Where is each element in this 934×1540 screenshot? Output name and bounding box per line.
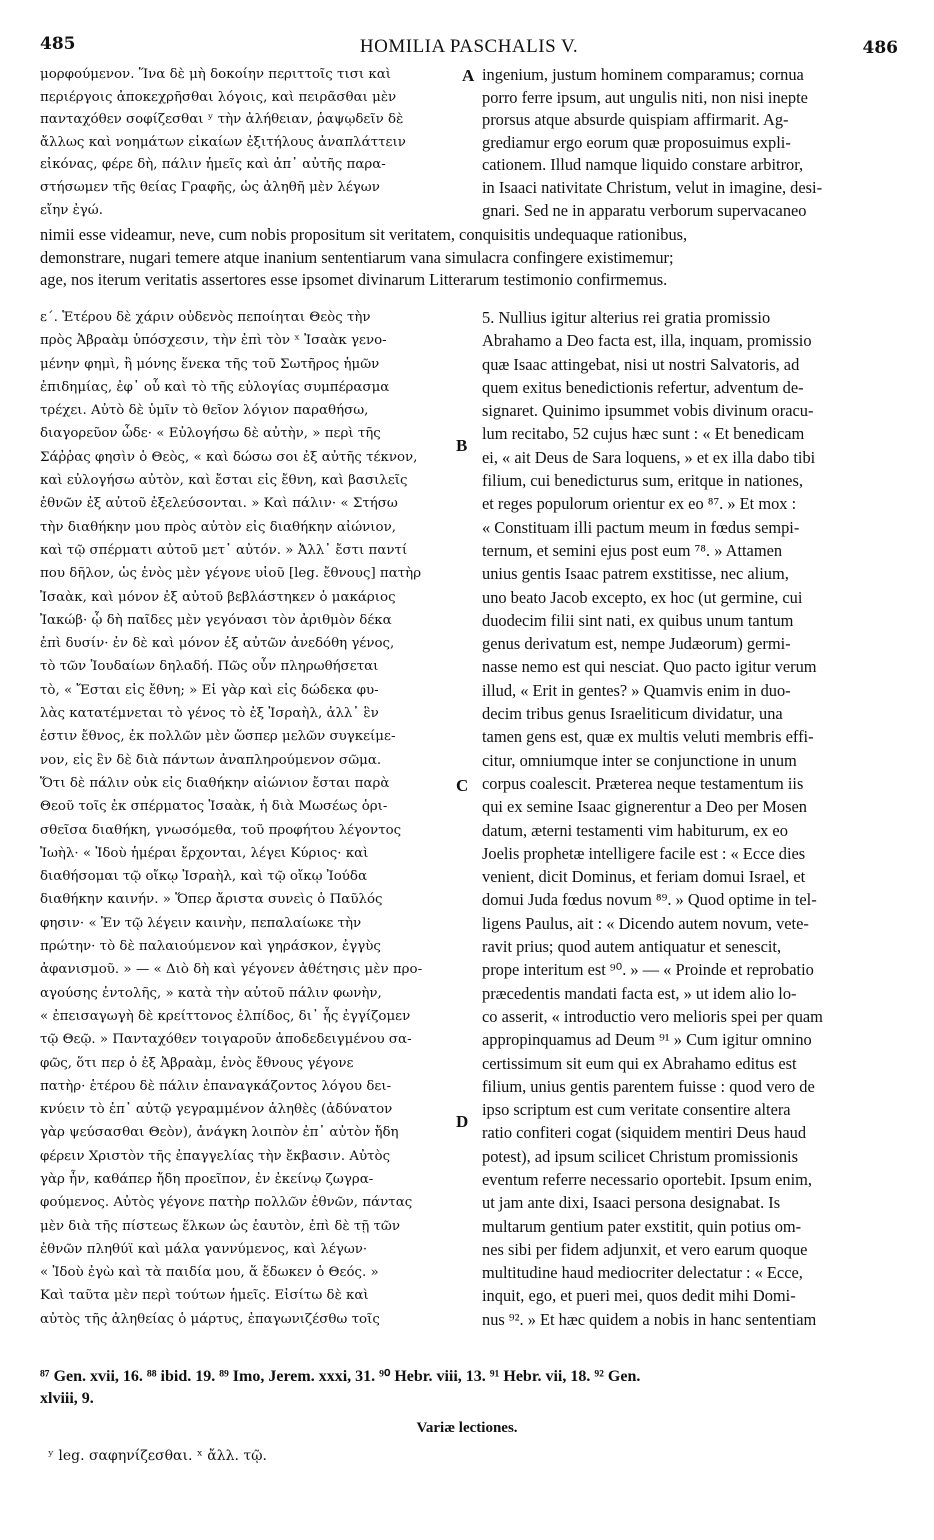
text-line: διαθήκην καινήν. » Ὅπερ ἄριστα συνεὶς ὁ Παῦλός — [40, 892, 383, 908]
text-line: ei, « ait Deus de Sara loquens, » et ex illa dabo tibi — [482, 447, 816, 467]
text-line: διαγορεῦον ὧδε· « Εὐλογήσω δὲ αὐτὴν, » περὶ τῆς — [40, 426, 381, 442]
text-line: filium, cui benedicturus sum, eritque in nationes, — [482, 471, 803, 491]
text-line: κνύειν τὸ ἐπ᾽ αὐτῷ γεγραμμένον ἀληθὲς (ἀδύνατον — [40, 1102, 393, 1118]
page-number-right: 486 — [862, 38, 898, 58]
greek-text-column — [40, 306, 458, 1331]
text-line: ἐστιν ἔθνος, ἐκ πολλῶν μὲν ὥσπερ μελῶν συγκείμε- — [40, 729, 396, 745]
text-line: ratio confiteri cogat (siquidem mentiri Deus haud — [482, 1123, 807, 1143]
text-line: grediamur ergo eorum quæ proposuimus expli- — [482, 132, 791, 152]
text-line: φούμενος. Αὐτὸς γέγονε πατὴρ πολλῶν ἐθνῶν, πάντας — [40, 1195, 413, 1211]
text-line: σθεῖσα διαθήκη, γνωσόμεθα, τοῦ προφήτου λέγοντος — [40, 822, 402, 838]
text-line: εἴην ἐγώ. — [40, 202, 103, 218]
text-line: cationem. Illud namque liquido constare arbitror, — [482, 155, 804, 175]
variae-lectiones-heading: Variæ lectiones. — [416, 1420, 518, 1436]
text-line: αὐτὸς τῆς ἀληθείας ὁ μάρτυς, ἐπαγωνιζέσθω τοῖς — [40, 1311, 380, 1327]
text-line: ἄλλως καὶ νοημάτων εἰκαίων ἐξιτήλους ἀναπλάττειν — [40, 134, 406, 150]
text-line: porro ferre ipsum, aut ungulis niti, non nisi inepte — [482, 87, 808, 107]
text-line: 5. Nullius igitur alterius rei gratia promissio — [482, 308, 771, 327]
text-line: λὰς κατατέμνεται τὸ γένος τὸ ἐξ Ἰσραὴλ, ἀλλ᾽ ἓν — [40, 706, 379, 722]
text-line: demonstrare, nugari temere atque inanium sententiarum vana simulacra confingere existimemur; — [40, 247, 674, 267]
text-line: « Ἰδοὺ ἐγὼ καὶ τὰ παιδία μου, ἅ ἔδωκεν ὁ Θεός. » — [40, 1265, 379, 1281]
text-line: Ἰσαὰκ, καὶ μόνον ἐξ αὐτοῦ βεβλάστηκεν ὁ μακάριος — [40, 589, 396, 605]
text-line: ligens Paulus, ait : « Dicendo autem novum, vete- — [482, 913, 809, 933]
text-line: μένην φημὶ, ἢ μόνης ἕνεκα τῆς τοῦ Σωτῆρος ἡμῶν — [40, 356, 380, 372]
text-line: Ἰακώβ· ᾧ δὴ παῖδες μὲν γεγόνασι τὸν ἀριθμὸν δέκα — [40, 612, 392, 628]
text-line: inquit, ego, et pueri mei, quos dedit mihi Domi- — [482, 1286, 796, 1306]
text-line: multitudine haud mediocriter delectatur : « Ecce, — [482, 1263, 803, 1283]
text-line: multarum gentium pater exstitit, quin potius om- — [482, 1216, 802, 1236]
text-line: appropinquamus ad Deum ⁹¹ » Cum igitur omnino — [482, 1030, 812, 1050]
text-line: Abrahamo a Deo facta est, illa, inquam, promissio — [482, 331, 812, 351]
text-line: τὴν διαθήκην μου πρὸς αὐτὸν εἰς διαθήκην αἰώνιον, — [40, 519, 396, 535]
text-line: ἐθνῶν ἐξ αὐτοῦ ἐξελεύσονται. » Καὶ πάλιν· « Στήσω — [40, 496, 398, 512]
variae-lectiones: ʸ leg. σαφηνίζεσθαι. ˣ ἄλλ. τῷ. — [48, 1448, 267, 1464]
text-line: præcedentis mandati facta est, » ut idem alio lo- — [482, 983, 797, 1003]
text-line: Θεοῦ τοῖς ἐκ σπέρματος Ἰσαὰκ, ἡ διὰ Μωσέως ὁρι- — [40, 799, 388, 815]
text-line: εἰκόνας, φέρε δὴ, πάλιν ἡμεῖς καὶ ἀπ᾽ αὐτῆς παρα- — [40, 157, 386, 173]
text-line: γὰρ ἦν, καθάπερ ἤδη προεῖπον, ἐν ἐκείνῳ ζωγρα- — [40, 1171, 374, 1187]
text-line: prope interitum est ⁹⁰. » — « Proinde et reprobatio — [482, 960, 814, 980]
text-line: citur, omniumque inter se conjunctione in unum — [482, 750, 797, 770]
text-line: nes sibi per fidem adjunxit, et vero earum quoque — [482, 1239, 808, 1259]
text-line: qui ex semine Isaac gignerentur a Deo per Mosen — [482, 797, 807, 817]
page-header — [40, 28, 898, 58]
text-line: datum, æterni testamenti vim habiturum, ex eo — [482, 820, 788, 840]
text-line: prorsus atque absurde quispiam affirmarit. Ag- — [482, 110, 789, 130]
text-line: που δῆλον, ὡς ἑνὸς μὲν γέγονε υἱοῦ [leg. ἔθνους] πατὴρ — [40, 566, 422, 582]
text-line: « Constituam illi pactum meum in fœdus sempi- — [482, 517, 800, 537]
text-line: duodecim filii sint nati, ex quibus unum tantum — [482, 610, 794, 630]
text-line: φέρειν Χριστὸν τῆς ἐπαγγελίας τὴν ἔκβασιν. Αὐτὸς — [40, 1148, 391, 1164]
text-line: Joelis prophetæ intelligere facile est : « Ecce dies — [482, 843, 806, 863]
text-line: ternum, et semini ejus post eum ⁷⁸. » Attamen — [482, 540, 783, 560]
text-line: ἐθνῶν πληθύϊ καὶ μάλα γαννύμενος, καὶ λέγων· — [40, 1241, 368, 1257]
text-line: illud, « Erit in gentes? » Quamvis enim in duo- — [482, 680, 791, 700]
text-line: ἐπιδημίας, ἐφ᾽ οὗ καὶ τὸ τῆς εὐλογίας συμπέρασμα — [40, 379, 390, 395]
running-title: HOMILIA PASCHALIS V. — [359, 36, 579, 57]
text-line: quæ Isaac attingebat, nisi ut nostri Salvatoris, ad — [482, 354, 800, 374]
text-line: περιέργοις ἀποκεχρῆσθαι λόγοις, καὶ πειρᾶσθαι μὲν — [40, 89, 397, 105]
margin-letter-a: A — [462, 66, 475, 85]
text-line: unius gentis Isaac patrem exstitisse, nec alium, — [482, 564, 789, 584]
text-line: μορφούμενον. Ἵνα δὲ μὴ δοκοίην περιττοῖς τισι καὶ — [40, 67, 392, 82]
footnote-line: xlviii, 9. — [40, 1390, 94, 1407]
latin-text-column — [482, 306, 900, 1331]
margin-letter-b: B — [456, 436, 468, 455]
text-line: μὲν διὰ τῆς πίστεως ἕλκων ὡς ἑαυτὸν, ἐπὶ δὲ τῇ τῶν — [40, 1218, 400, 1234]
text-line: certissimum sit eum qui ex Abrahamo editus est — [482, 1053, 797, 1073]
text-line: nus ⁹². » Et hæc quidem a nobis in hanc sententiam — [482, 1309, 817, 1329]
text-line: genus derivatum est, nempe Judæorum) germi- — [482, 634, 791, 654]
text-line: ἀφανισμοῦ. » — « Διὸ δὴ καὶ γέγονεν ἀθέτησις μὲν προ- — [40, 962, 423, 978]
text-line: τὸ τῶν Ἰουδαίων δηλαδή. Πῶς οὖν πληρωθήσεται — [40, 659, 379, 675]
text-line: διαθήσομαι τῷ οἴκῳ Ἰσραὴλ, καὶ τῷ οἴκῳ Ἰούδα — [40, 869, 368, 885]
text-line: στήσωμεν τῆς θείας Γραφῆς, ὡς ἀληθῆ μὲν λέγων — [40, 179, 380, 195]
text-line: Ἰωὴλ· « Ἰδοὺ ἡμέραι ἔρχονται, λέγει Κύριος· καὶ — [40, 845, 369, 861]
text-line: gnari. Sed ne in apparatu verborum supervacaneo — [482, 200, 807, 220]
text-line: nimii esse videamur, neve, cum nobis propositum sit veritatem, conquisitis undequaque rationibus, — [40, 225, 688, 244]
footnotes — [40, 1366, 900, 1410]
text-line: venient, dicit Dominus, et feriam domui Israel, et — [482, 867, 806, 887]
text-line: filium, unius gentis parentem fuisse : quod vero de — [482, 1076, 815, 1096]
text-line: in Isaaci nativitate Christum, velut in imagine, desi- — [482, 177, 823, 197]
page-number-left: 485 — [40, 34, 76, 54]
margin-letter-c: C — [456, 776, 469, 795]
intro-latin-column — [482, 64, 900, 222]
full-width-latin — [40, 224, 900, 292]
text-line: Καὶ ταῦτα μὲν περὶ τούτων ἡμεῖς. Εἰσίτω δὲ καὶ — [40, 1288, 369, 1304]
text-line: ravit prius; quod autem antiquatur et senescit, — [482, 937, 782, 957]
text-line: decim tribus genus Israeliticum dividatur, una — [482, 704, 783, 724]
intro-greek-column — [40, 64, 458, 222]
text-line: co asserit, « introductio vero melioris spei per quam — [482, 1006, 823, 1026]
text-line: ingenium, justum hominem comparamus; cornua — [482, 65, 804, 84]
text-line: signaret. Quinimo ipsummet vobis divinum oracu- — [482, 401, 814, 421]
text-line: αγούσης ἐντολῆς, » κατὰ τὴν αὐτοῦ πάλιν φωνὴν, — [40, 985, 382, 1001]
text-line: τῷ Θεῷ. » Πανταχόθεν τοιγαροῦν ἀποδεδειγμένου σα- — [40, 1032, 412, 1048]
text-line: ipso scriptum est cum veritate consentire altera — [482, 1100, 791, 1120]
text-line: Σάῤῥας φησὶν ὁ Θεὸς, « καὶ δώσω σοι ἐξ αὐτῆς τέκνον, — [40, 449, 418, 465]
text-line: νον, εἰς ἓν δὲ διὰ πάντων ἀναπληρούμενον σῶμα. — [40, 752, 382, 768]
text-line: tamen gens est, quæ ex multis veluti membris effi- — [482, 727, 814, 747]
footnote-line: ⁸⁷ Gen. xvii, 16. ⁸⁸ ibid. 19. ⁸⁹ Imo, Jerem. xxxi, 31. ⁹⁰ Hebr. viii, 13. ⁹¹ Hebr. vii, 18. ⁹² Gen. — [40, 1368, 641, 1385]
text-line: καὶ εὐλογήσω αὐτὸν, καὶ ἔσται εἰς ἔθνη, καὶ βασιλεῖς — [40, 473, 408, 489]
text-line: quem exitus benedictionis refertur, adventum de- — [482, 377, 804, 397]
text-line: καὶ τῷ σπέρματι αὐτοῦ μετ᾽ αὐτόν. » Ἀλλ᾽ ἔστι παντί — [40, 542, 408, 558]
text-line: γὰρ ψεύσασθαι Θεὸν), ἀνάγκη λοιπὸν ἐπ᾽ αὐτὸν ἤδη — [40, 1125, 399, 1141]
text-line: τρέχει. Αὐτὸ δὲ ὑμῖν τὸ θεῖον λόγιον παραθήσω, — [40, 403, 369, 419]
text-line: corpus coalescit. Præterea neque testamentum iis — [482, 773, 804, 793]
text-line: πρὸς Ἀβραὰμ ὑπόσχεσιν, τὴν ἐπὶ τὸν ˣ Ἰσαὰκ γενο- — [40, 333, 387, 349]
text-line: φῶς, ὅτι περ ὁ ἐξ Ἀβραὰμ, ἑνὸς ἔθνους γέγονε — [40, 1055, 354, 1071]
text-line: eventum referre necessario oportebit. Ipsum enim, — [482, 1169, 812, 1189]
text-line: πρώτην· τὸ δὲ παλαιούμενον καὶ γηράσκον, ἐγγὺς — [40, 939, 381, 955]
text-line: τὸ, « Ἔσται εἰς ἔθνη; » Εἰ γὰρ καὶ εἰς δώδεκα φυ- — [40, 682, 379, 698]
text-line: uno beato Jacob excepto, ex hoc (ut germine, cui — [482, 587, 803, 607]
text-line: et reges populorum orientur ex eo ⁸⁷. » Et mox : — [482, 494, 797, 514]
text-line: ut jam ante dixi, Isaaci persona designabat. Is — [482, 1193, 781, 1213]
text-line: potest), ad ipsum scilicet Christum promissionis — [482, 1146, 798, 1166]
text-line: ἐπὶ δυσίν· ἐν δὲ καὶ μόνον ἐξ αὐτῶν ἀνεδόθη γένος, — [40, 636, 395, 652]
text-line: age, nos iterum veritatis assertores esse ipsomet divinarum Litterarum testimonio confirmemus. — [40, 270, 668, 290]
text-line: πατὴρ· ἑτέρου δὲ πάλιν ἐπαναγκάζοντος λόγου δει- — [40, 1078, 392, 1094]
text-line: φησιν· « Ἐν τῷ λέγειν καινὴν, πεπαλαίωκε τὴν — [40, 915, 362, 931]
text-line: πανταχόθεν σοφίζεσθαι ʸ τὴν ἀλήθειαν, ῥαψῳδεῖν δὲ — [40, 112, 404, 128]
text-line: domui Juda fœdus novum ⁸⁹. » Quod optime in tel- — [482, 890, 817, 910]
text-line: nasse nemo est qui nesciat. Quo pacto igitur verum — [482, 657, 817, 677]
text-line: « ἐπεισαγωγὴ δὲ κρείττονος ἐλπίδος, δι᾽ ἧς ἐγγίζομεν — [40, 1008, 411, 1024]
margin-letter-d: D — [456, 1112, 469, 1131]
text-line: ε´. Ἑτέρου δὲ χάριν οὐδενὸς πεποίηται Θεὸς τὴν — [40, 310, 371, 325]
text-line: Ὅτι δὲ πάλιν οὐκ εἰς διαθήκην αἰώνιον ἔσται παρὰ — [40, 775, 390, 791]
text-line: lum recitabo, 52 cujus hæc sunt : « Et benedicam — [482, 424, 805, 444]
